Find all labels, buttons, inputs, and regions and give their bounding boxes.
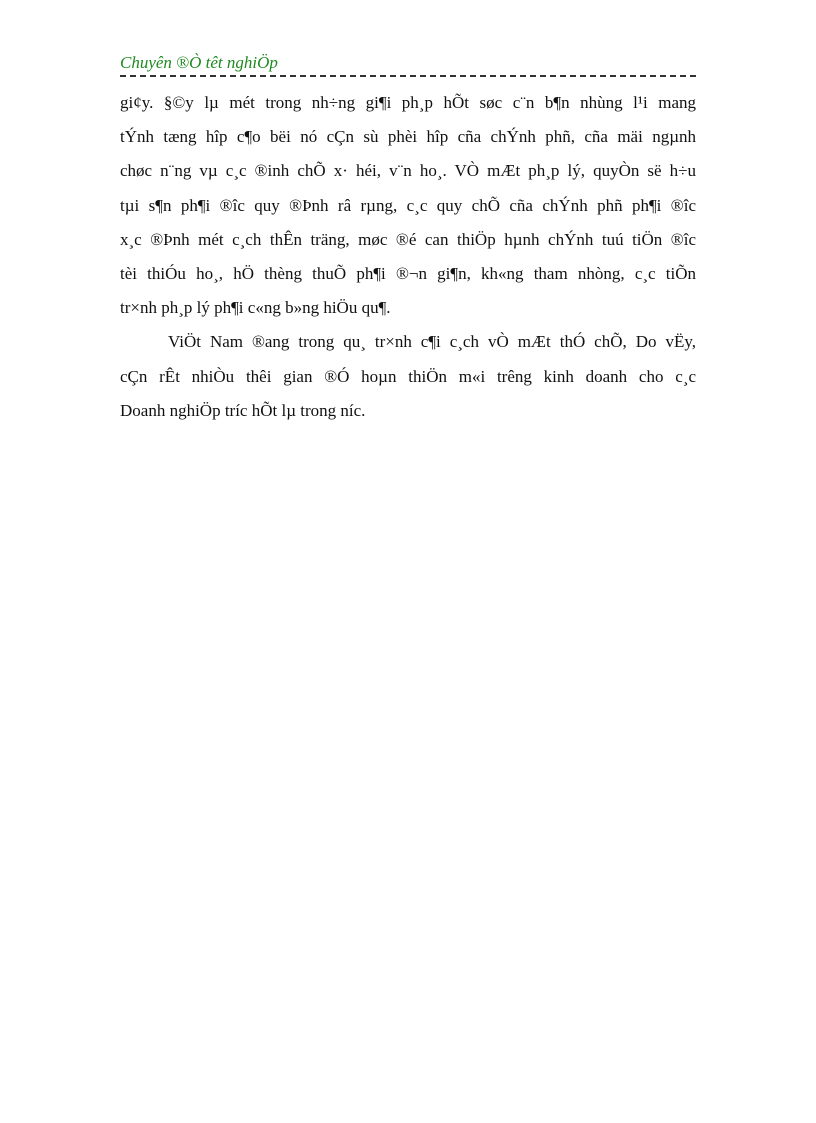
body-text <box>120 86 696 428</box>
paragraph-2 <box>120 325 696 428</box>
text-line: tèi thiÓu ho¸, hÖ thèng thuÕ ph¶i ®¬n gi¶n, kh«ng tham nhòng, c¸c tiÕn <box>120 264 696 284</box>
header-dashed-rule <box>120 75 696 77</box>
page-header <box>120 52 696 76</box>
text-line: tµi s¶n ph¶i ®îc quy ®Þnh râ rµng, c¸c quy chÕ cña chÝnh phñ ph¶i ®îc <box>120 195 696 215</box>
header-title: Chuyên ®Ò têt nghiÖp <box>120 53 278 72</box>
text-line: tÝnh tæng hîp c¶o bëi nó cÇn sù phèi hîp cña chÝnh phñ, cña mäi ngµnh <box>120 127 696 147</box>
text-line: cÇn rÊt nhiÒu thêi gian ®Ó hoµn thiÖn m«i trêng kinh doanh cho c¸c <box>120 366 696 386</box>
text-line: Doanh nghiÖp tríc hÕt lµ trong níc. <box>120 400 366 420</box>
text-line: ViÖt Nam ®ang trong qu¸ tr×nh c¶i c¸ch vÒ mÆt thÓ chÕ, Do vËy, <box>168 332 696 352</box>
text-line: gi¢y. §©y lµ mét trong nh÷ng gi¶i ph¸p hÕt søc c¨n b¶n nhùng l¹i mang <box>120 93 696 112</box>
text-line: x¸c ®Þnh mét c¸ch thÊn träng, møc ®é can thiÖp hµnh chÝnh tuú tiÖn ®îc <box>120 229 696 249</box>
text-line: tr×nh ph¸p lý ph¶i c«ng b»ng hiÖu qu¶. <box>120 298 391 318</box>
paragraph-1 <box>120 86 696 325</box>
text-line: chøc n¨ng vµ c¸c ®inh chÕ x· héi, v¨n ho¸. VÒ mÆt ph¸p lý, quyÒn së h÷u <box>120 161 696 181</box>
